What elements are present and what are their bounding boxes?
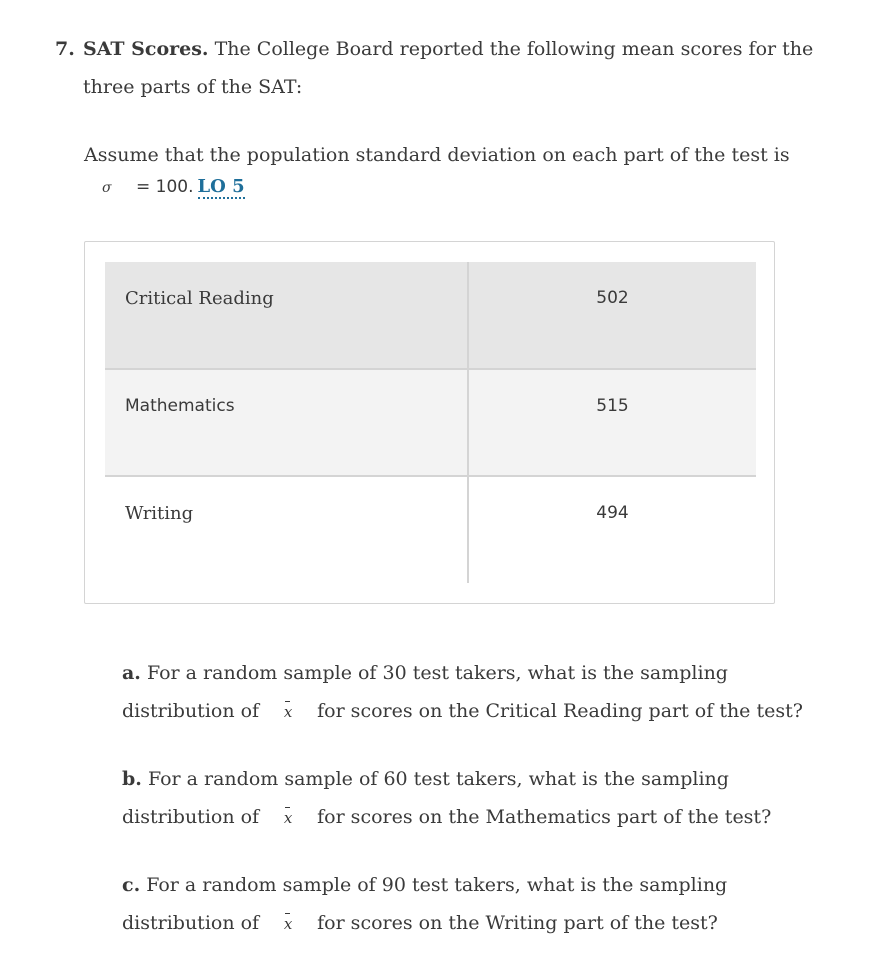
x-bar-symbol: x — [259, 905, 317, 943]
question-a — [122, 654, 822, 731]
table-row — [105, 476, 756, 583]
question-letter: c. — [122, 874, 141, 896]
row-label: Writing — [105, 476, 468, 583]
problem-intro-line-1 — [55, 30, 815, 68]
learning-objective-link[interactable]: LO 5 — [197, 176, 245, 197]
question-c — [122, 866, 822, 943]
question-line-1: For a random sample of 90 test takers, what is the sampling — [140, 874, 728, 896]
question-line-2-post: for scores on the Mathematics part of the test? — [317, 806, 772, 828]
sigma-symbol: σ — [102, 180, 112, 196]
row-label: Critical Reading — [105, 262, 468, 369]
problem-statement — [55, 30, 815, 106]
problem-title: SAT Scores. — [83, 38, 209, 60]
question-line-2-post: for scores on the Critical Reading part of the test? — [317, 700, 803, 722]
question-letter: a. — [122, 662, 141, 684]
question-line-2-pre: distribution of — [122, 700, 260, 722]
scores-table-container — [84, 241, 775, 604]
question-line-2-pre: distribution of — [122, 806, 260, 828]
question-letter: b. — [122, 768, 142, 790]
question-line-2-post: for scores on the Writing part of the test? — [317, 912, 718, 934]
question-line-2-pre: distribution of — [122, 912, 260, 934]
table-row — [105, 369, 756, 476]
x-bar-symbol: x — [259, 799, 317, 837]
sigma-line — [102, 176, 245, 197]
scores-table — [105, 262, 756, 583]
assumption-text: Assume that the population standard deviation on each part of the test is — [84, 144, 790, 166]
question-b — [122, 760, 822, 837]
row-value: 494 — [468, 476, 756, 583]
question-line-1: For a random sample of 30 test takers, what is the sampling — [140, 662, 728, 684]
row-value: 515 — [468, 369, 756, 476]
question-line-1: For a random sample of 60 test takers, what is the sampling — [141, 768, 729, 790]
x-bar-symbol: x — [259, 693, 317, 731]
table-row — [105, 262, 756, 369]
sigma-value: = 100. — [136, 177, 194, 197]
problem-intro-text: The College Board reported the following mean scores for the — [208, 38, 814, 60]
problem-number: 7. — [55, 38, 75, 60]
row-value: 502 — [468, 262, 756, 369]
row-label: Mathematics — [105, 369, 468, 476]
problem-intro-line-2: three parts of the SAT: — [83, 76, 303, 98]
